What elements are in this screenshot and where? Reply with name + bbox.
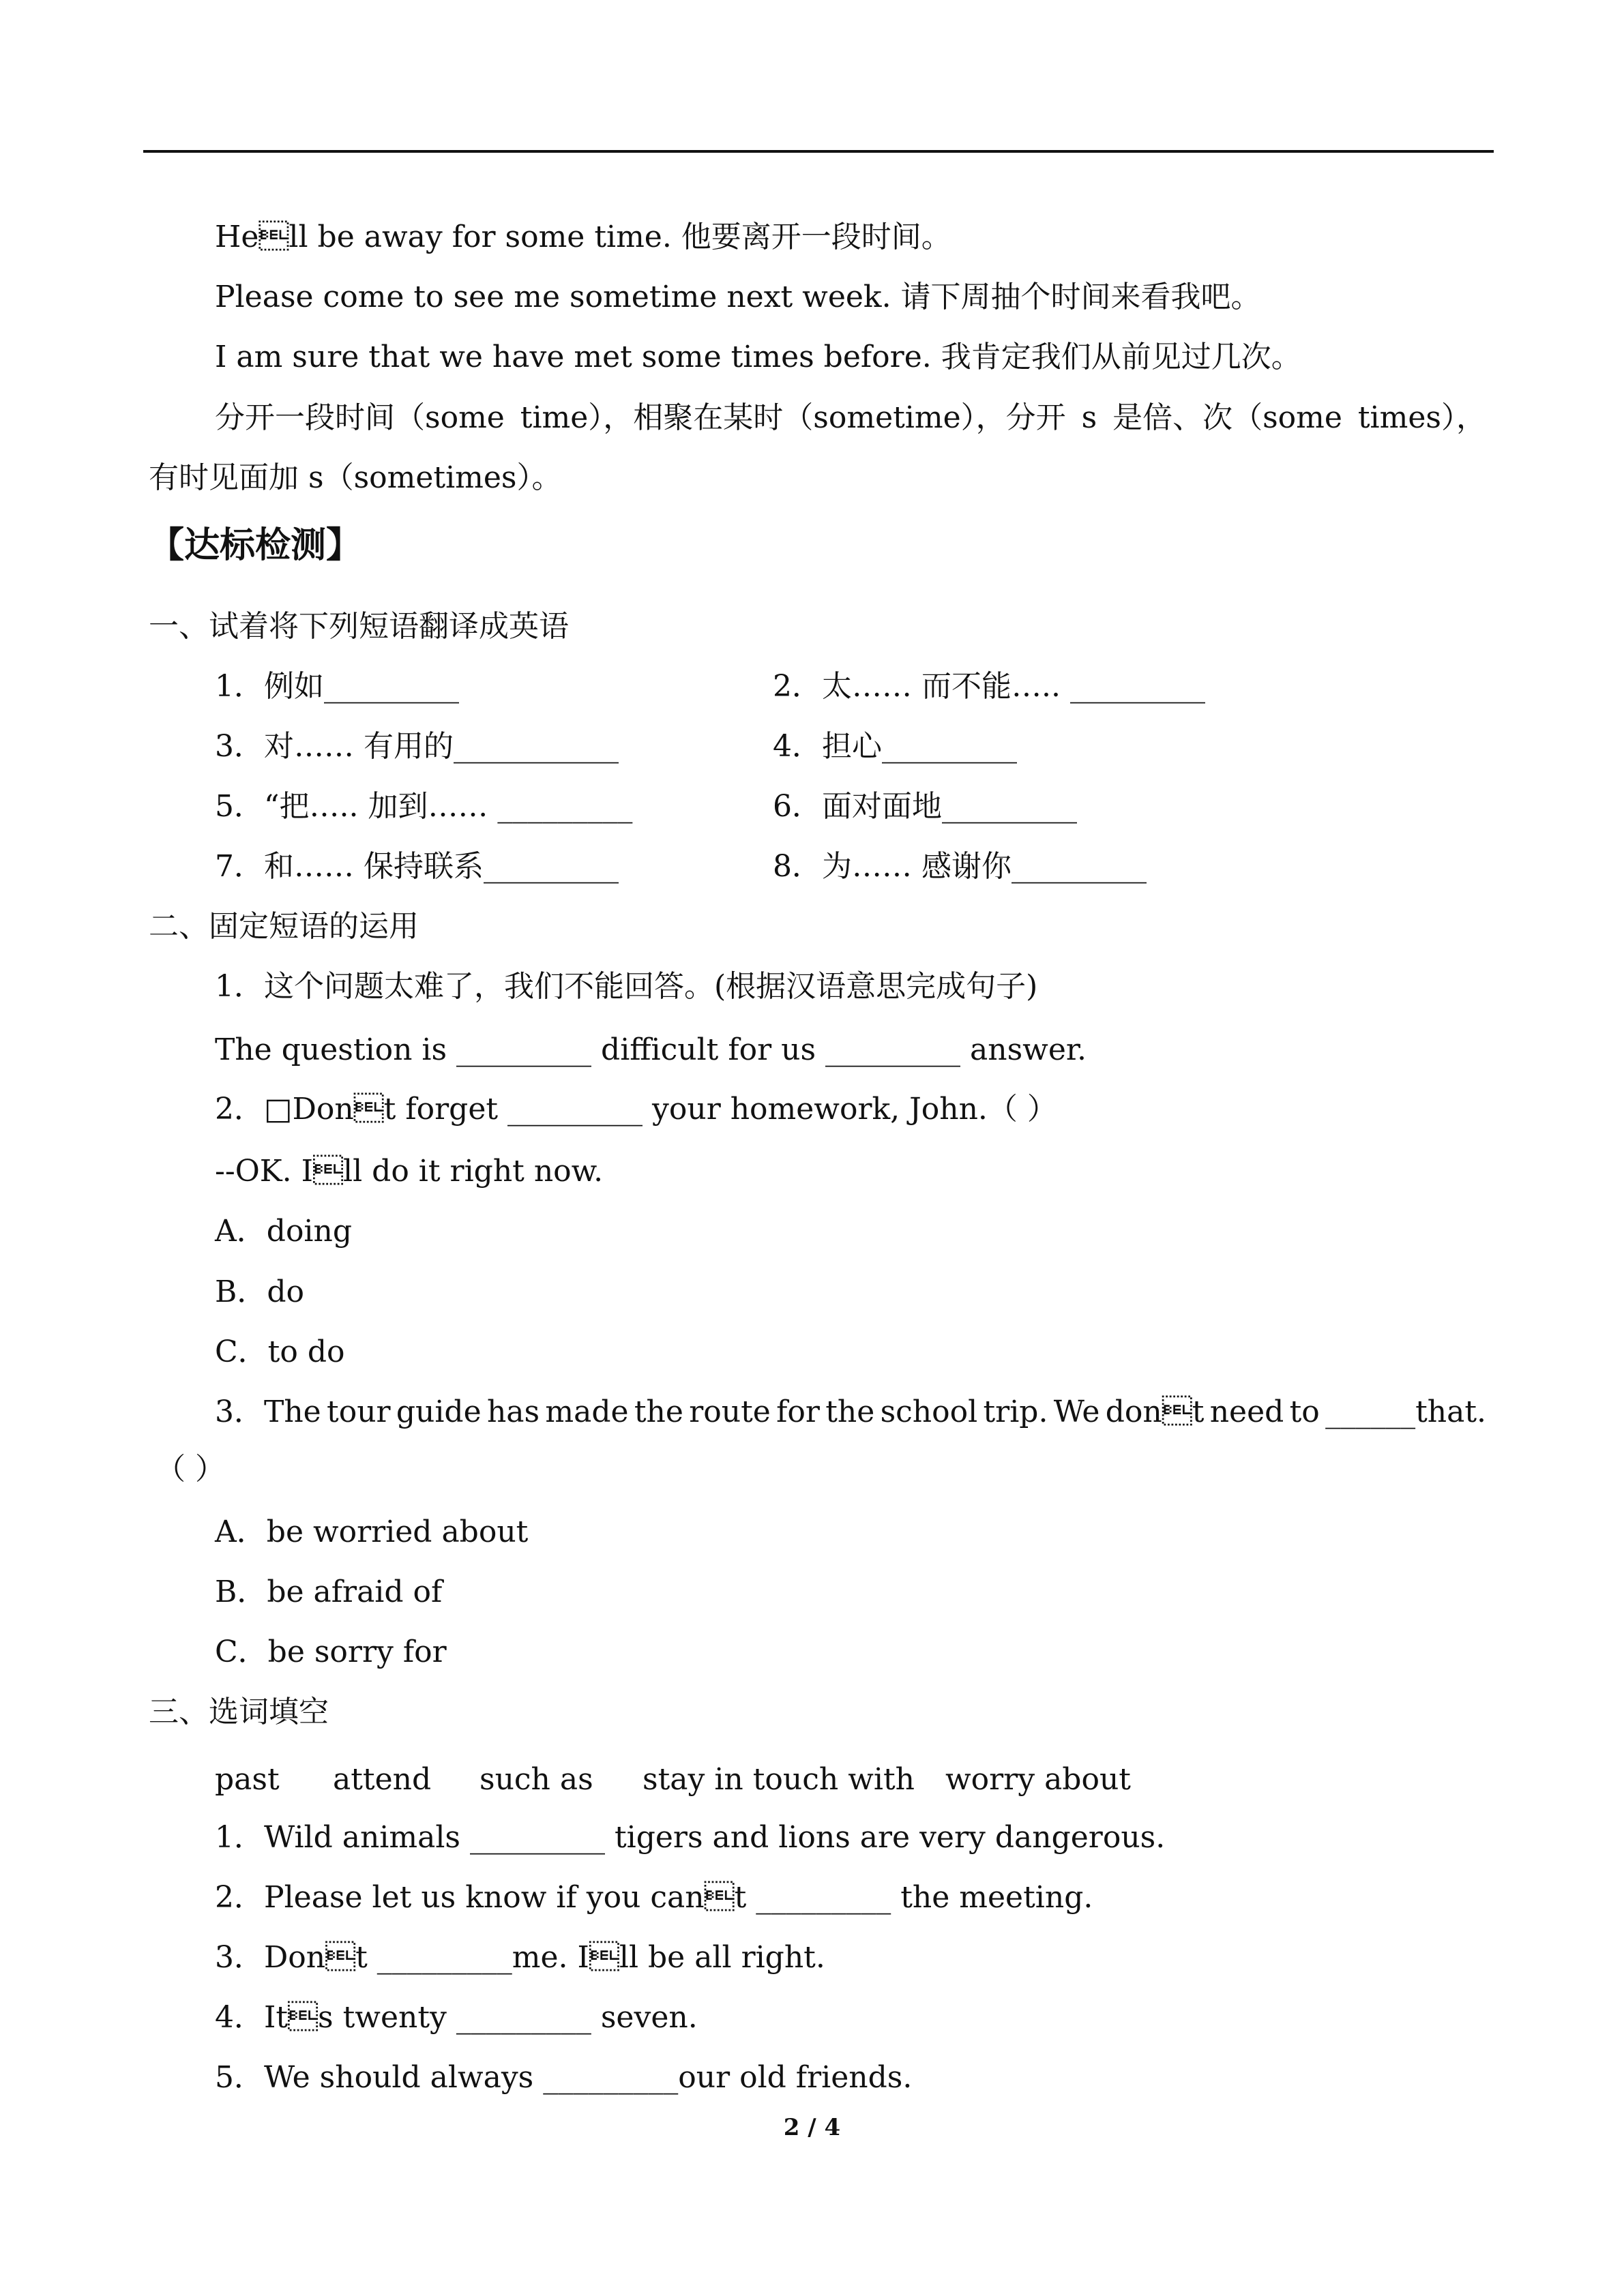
q3-word: has [486,1395,540,1429]
mnemonic-part: times）， [1357,400,1486,435]
part1-item: 1．例如_________ [215,669,459,704]
part2-q3-paren: （ ） [156,1452,225,1487]
part2-q3-option: A．be worried about [215,1515,529,1549]
part1-item: 6．面对面地_________ [773,789,1077,824]
section-title: 【达标检测】 [149,525,362,566]
word-bank-item: attend [333,1762,432,1797]
part1-item: 2．太…… 而不能….. _________ [773,669,1205,704]
part2-q3-option: B．be afraid of [215,1575,443,1609]
part2-q3-line [215,1392,1486,1433]
part1-item: 7．和…… 保持联系_________ [215,849,619,884]
header-rule [143,150,1494,153]
mnemonic-part: time），相聚在某时（sometime），分开 [520,400,1066,435]
q3-word: the [825,1395,875,1429]
part2-q2-option: C．to do [215,1335,345,1369]
q3-word: the [634,1395,683,1429]
part3-item: 2．Please let us know if you cant _________ the meeting. [215,1880,1093,1915]
page-number: 2 / 4 [783,2114,841,2141]
mnemonic-part: s [1081,400,1097,435]
q3-word: 3．The [215,1395,321,1429]
part2-q2-reply: --OK. Ill do it right now. [215,1154,604,1189]
part2-q2-option: B．do [215,1274,304,1309]
note-line-2: Please come to see me sometime next week. 请下周抽个时间来看我吧。 [215,280,1261,314]
part2-q3-option: C．be sorry for [215,1635,447,1669]
word-bank-item: worry about [945,1762,1131,1797]
part1-item: 8．为…… 感谢你_________ [773,849,1147,884]
part3-item: 3．Dont _________me. Ill be all right. [215,1940,825,1975]
q3-word: guide [396,1395,482,1429]
part3-item: 1．Wild animals _________ tigers and lions are very dangerous. [215,1820,1166,1855]
mnemonic-continued: 有时见面加 s（sometimes）。 [149,460,562,495]
part3-item: 4．Its twenty _________ seven. [215,2000,698,2035]
part3-item: 5．We should always _________our old friends. [215,2060,913,2095]
q3-word: school [880,1395,978,1429]
part3-title: 三、选词填空 [149,1695,329,1729]
q3-word: We [1053,1395,1100,1429]
part2-q2-text: 2．□Dont forget _________ your homework, John.（ ） [215,1092,1057,1127]
word-bank-item: past [215,1762,280,1797]
part1-item: 5．“把….. 加到…… _________ [215,789,633,824]
q3-word: need [1209,1395,1284,1429]
word-bank-item: such as [479,1762,593,1797]
mnemonic-line [215,398,1486,438]
part1-item: 4．担心_________ [773,729,1017,764]
part2-q2-option: A．doing [215,1214,353,1249]
q3-word: dont [1105,1395,1205,1429]
q3-word: tour [327,1395,391,1429]
mnemonic-part: 分开一段时间（some [215,400,505,435]
part2-q1-text: The question is _________ difficult for us _________ answer. [215,1032,1087,1067]
q3-word: route [689,1395,771,1429]
part1-title: 一、试着将下列短语翻译成英语 [149,609,569,644]
part1-item: 3．对…… 有用的___________ [215,729,619,764]
word-bank-item: stay in touch with [643,1762,915,1797]
part2-q1-prompt: 1．这个问题太难了，我们不能回答。(根据汉语意思完成句子) [215,969,1038,1004]
mnemonic-part: 是倍、次（some [1112,400,1342,435]
q3-word: to [1289,1395,1320,1429]
q3-word: ______that. [1325,1395,1486,1429]
q3-word: trip. [983,1395,1048,1429]
note-line-1: Hell be away for some time. 他要离开一段时间。 [215,220,951,254]
part2-title: 二、固定短语的运用 [149,909,419,944]
q3-word: for [776,1395,820,1429]
q3-word: made [545,1395,629,1429]
note-line-3: I am sure that we have met some times before. 我肯定我们从前见过几次。 [215,340,1301,374]
